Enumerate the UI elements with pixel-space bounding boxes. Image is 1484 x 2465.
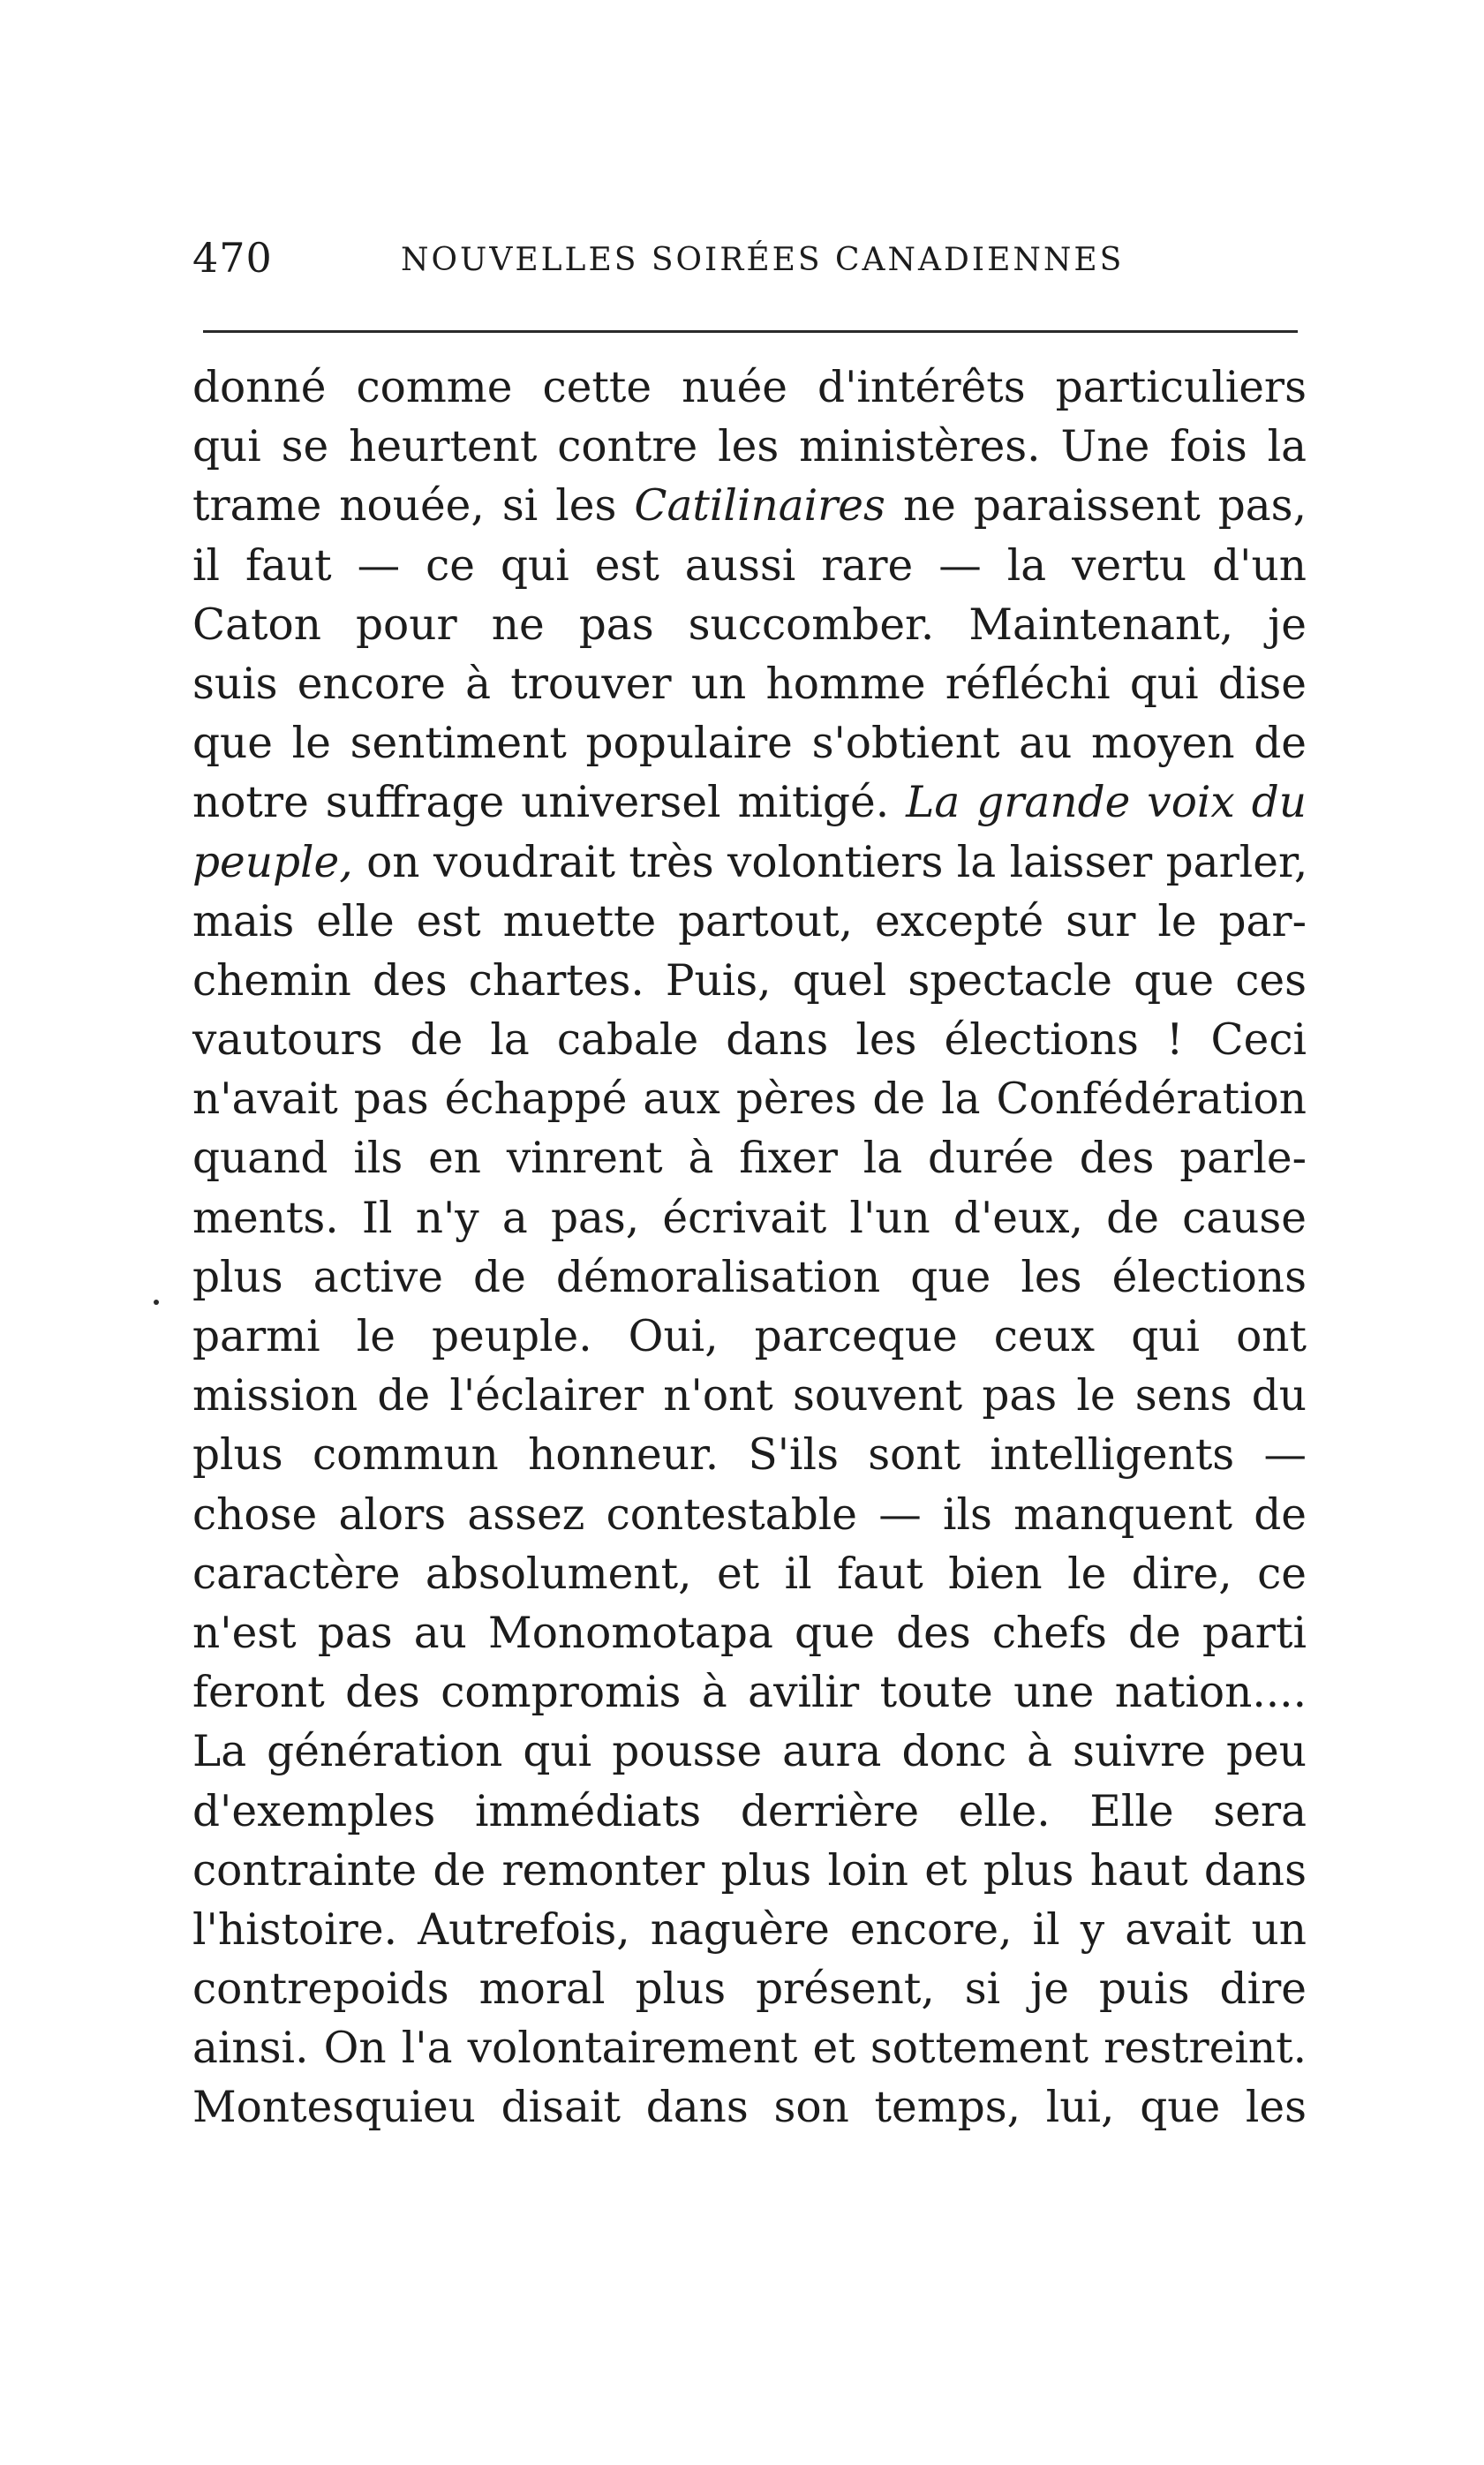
page-header [192, 231, 1307, 284]
italic-phrase: peuple, [192, 837, 353, 887]
text-line: il faut — ce qui est aussi rare — la vertu d'un [192, 540, 1307, 591]
text-line: plus active de démoralisation que les élections [192, 1252, 1307, 1302]
header-rule [203, 330, 1298, 333]
text-line-end: ne paraissent pas, [902, 481, 1307, 531]
text-line: ainsi. On l'a volontairement et sottement restreint. [192, 2024, 1307, 2074]
text-line: contrepoids moral plus présent, si je puis dire [192, 1964, 1307, 2015]
text-line: mais elle est muette partout, excepté sur le par- [192, 896, 1307, 946]
running-title: NOUVELLES SOIRÉES CANADIENNES [401, 242, 1125, 278]
text-line: caractère absolument, et il faut bien le dire, ce [192, 1549, 1307, 1599]
text-line: Caton pour ne pas succomber. Maintenant, je [192, 599, 1307, 650]
text-line [192, 477, 1307, 536]
italic-phrase: La grande voix du [906, 778, 1307, 828]
text-line: quand ils en vinrent à fixer la durée des parle- [192, 1134, 1307, 1184]
text-line [192, 773, 1307, 833]
text-line: mission de l'éclairer n'ont souvent pas le sens du [192, 1371, 1307, 1421]
text-line: chose alors assez contestable — ils manquent de [192, 1489, 1307, 1540]
text-line: La génération qui pousse aura donc à suivre peu [192, 1727, 1307, 1777]
text-line: donné comme cette nuée d'intérêts particuliers [192, 363, 1307, 412]
text-line: parmi le peuple. Oui, parceque ceux qui ont [192, 1312, 1307, 1361]
text-line: plus commun honneur. S'ils sont intelligents — [192, 1430, 1307, 1481]
text-line: ments. Il n'y a pas, écrivait l'un d'eux, de cause [192, 1193, 1307, 1243]
text-line: contrainte de remonter plus loin et plus haut dans [192, 1845, 1307, 1896]
text-line: feront des compromis à avilir toute une nation.... [192, 1668, 1307, 1718]
text-line [192, 833, 1307, 893]
text-line: vautours de la cabale dans les élections ! Ceci [192, 1015, 1307, 1066]
italic-title: Catilinaires [634, 481, 885, 531]
text-line-start: notre suffrage universel mitigé. [192, 778, 890, 828]
text-line: l'histoire. Autrefois, naguère encore, il y avait un [192, 1904, 1307, 1955]
text-line: Montesquieu disait dans son temps, lui, que les [192, 2083, 1307, 2133]
page-number: 470 [192, 234, 273, 282]
text-line: chemin des chartes. Puis, quel spectacle que ces [192, 955, 1307, 1006]
margin-speck [154, 1300, 159, 1305]
text-line: d'exemples immédiats derrière elle. Elle sera [192, 1786, 1307, 1836]
text-line-end: on voudrait très volontiers la laisser parler, [366, 837, 1308, 887]
text-line-start: trame nouée, si les [192, 481, 617, 531]
text-line: suis encore à trouver un homme réfléchi qui dise [192, 659, 1307, 709]
text-line: que le sentiment populaire s'obtient au moyen de [192, 719, 1307, 769]
body-text [192, 358, 1307, 2138]
text-line: n'avait pas échappé aux pères de la Confédération [192, 1074, 1307, 1125]
text-line: qui se heurtent contre les ministères. Une fois la [192, 422, 1307, 472]
text-line: n'est pas au Monomotapa que des chefs de parti [192, 1608, 1307, 1658]
